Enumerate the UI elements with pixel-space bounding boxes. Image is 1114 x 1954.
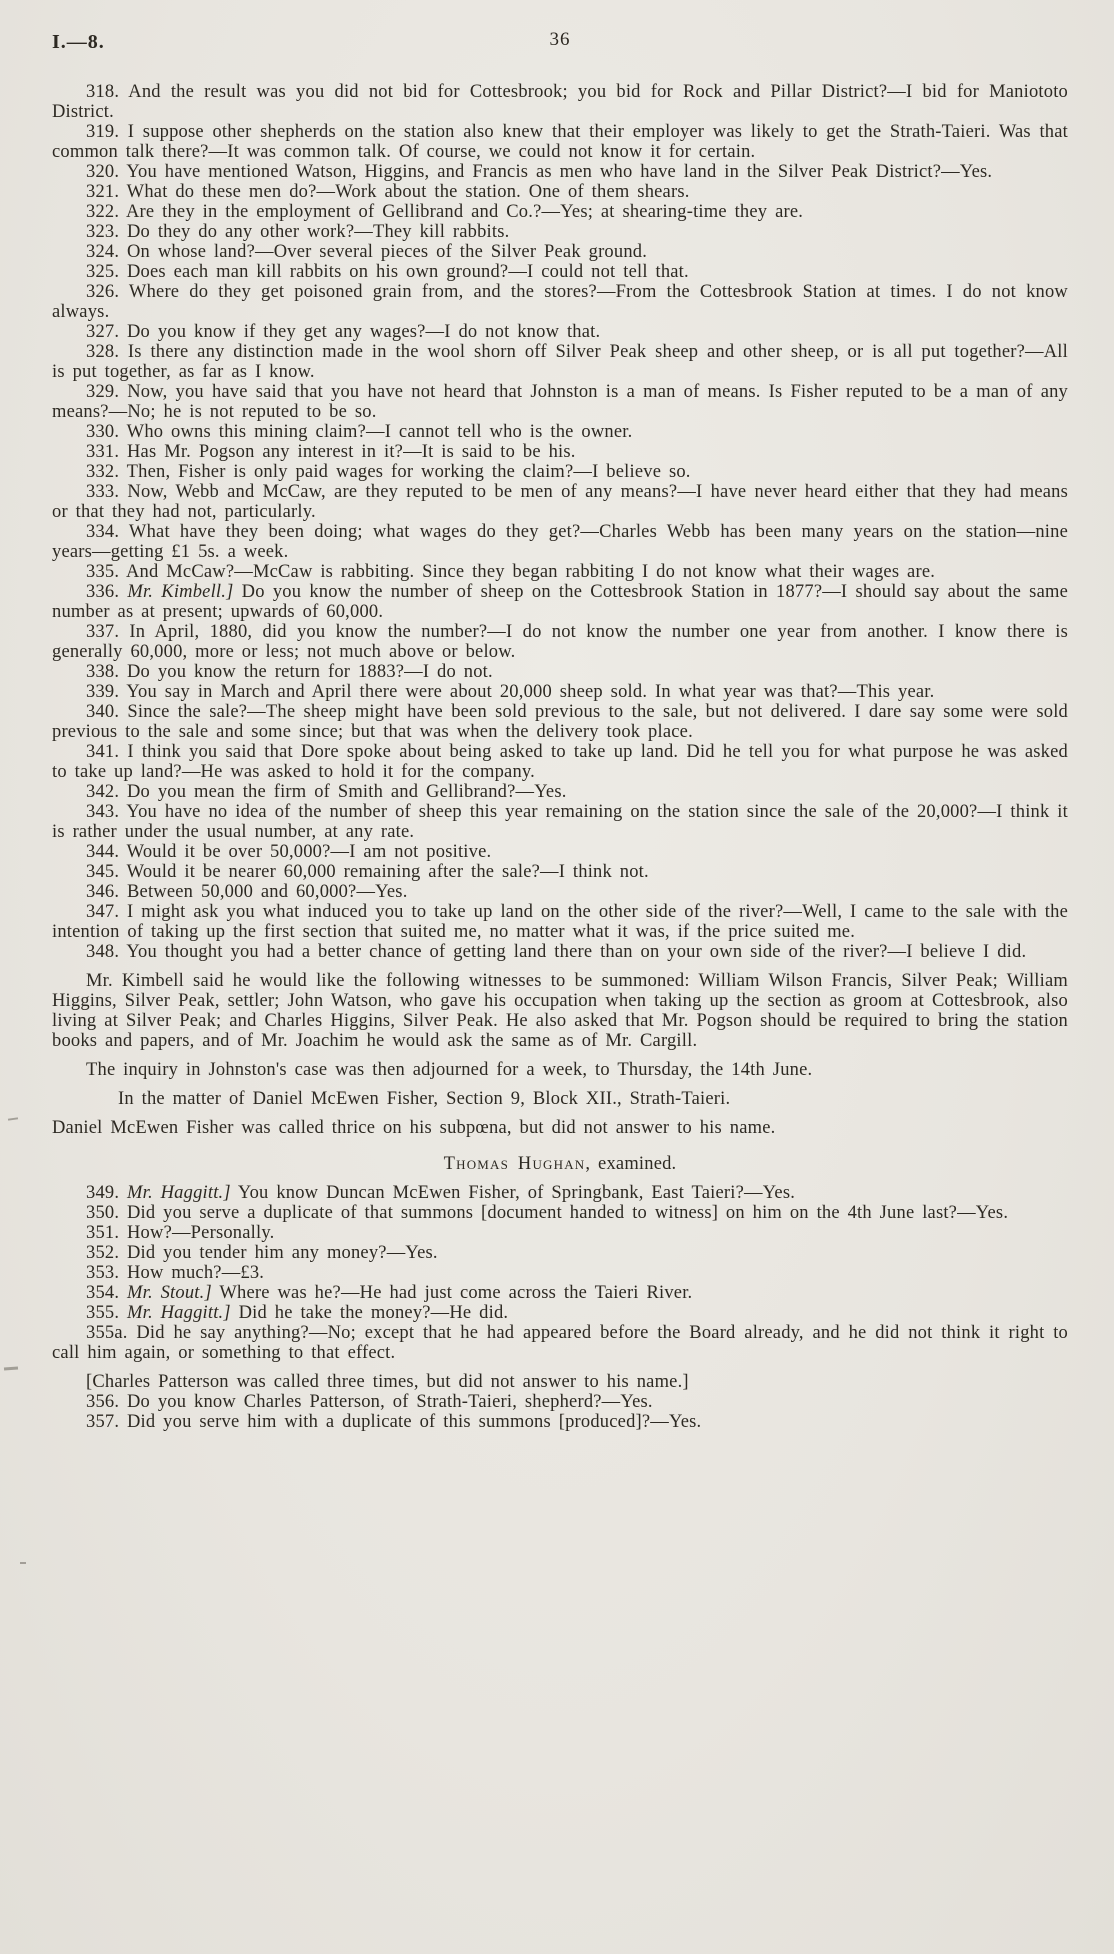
paragraph [52,1203,1068,1223]
text-segment: Mr. Kimbell said he would like the following witnesses to be summoned: William Wilson Francis, Silver Peak; William Higgins, Silver Peak, settler; John Watson, who gave his occupation when taking up the section as groom at Cottesbrook, also living at Silver Peak; and Charles Higgins, Silver Peak. He also asked that Mr. Pogson should be required to bring the station books and papers, and of Mr. Joachim he would ask the same as of Mr. Cargill. [52,971,1068,1051]
paragraph [52,382,1068,422]
paragraph [52,1372,1068,1392]
text-segment: 332. Then, Fisher is only paid wages for working the claim?—I believe so. [86,462,691,482]
witness-name: Thomas Hughan [443,1154,586,1174]
text-segment: 331. Has Mr. Pogson any interest in it?—It is said to be his. [86,442,576,462]
page-number: 36 [549,29,571,50]
text-segment: 329. Now, you have said that you have not heard that Johnston is a man of means. Is Fisher reputed to be a man of any means?—No; he is not reputed to be so. [52,382,1068,422]
text-segment: 351. How?—Personally. [86,1223,275,1243]
text-segment: 333. Now, Webb and McCaw, are they reputed to be men of any means?—I have never heard either that they had means or that they had not, particularly. [52,482,1068,522]
paragraph [52,1243,1068,1263]
text-segment: , examined. [585,1154,677,1174]
paragraph [52,622,1068,662]
paragraph [52,422,1068,442]
paragraph [52,122,1068,162]
text-segment: 357. Did you serve him with a duplicate of this summons [produced]?—Yes. [86,1412,702,1432]
text-segment: Do you know the number of sheep on the Cottesbrook Station in 1877?—I should say about the same number as at present; upwards of 60,000. [52,582,1068,622]
text-segment: 320. You have mentioned Watson, Higgins, and Francis as men who have land in the Silver Peak District?—Yes. [86,162,993,182]
paragraph [52,522,1068,562]
text-segment: 356. Do you know Charles Patterson, of Strath-Taieri, shepherd?—Yes. [86,1392,653,1412]
scan-artifact [20,1562,26,1564]
paragraph [52,582,1068,622]
text-segment: 330. Who owns this mining claim?—I cannot tell who is the owner. [86,422,633,442]
scan-artifact [4,1367,18,1371]
paragraph [52,1283,1068,1303]
text-segment: 334. What have they been doing; what wages do they get?—Charles Webb has been many years on the station—nine years—getting £1 5s. a week. [52,522,1068,562]
paragraph [52,1183,1068,1203]
text-segment: 327. Do you know if they get any wages?—I do not know that. [86,322,601,342]
paragraph [52,1303,1068,1323]
paragraph [52,242,1068,262]
text-segment: 339. You say in March and April there were about 20,000 sheep sold. In what year was that?—This year. [86,682,935,702]
paragraph [52,442,1068,462]
text-segment: 337. In April, 1880, did you know the number?—I do not know the number one year from another. I know there is generally 60,000, more or less; not much above or below. [52,622,1068,662]
text-segment: 325. Does each man kill rabbits on his own ground?—I could not tell that. [86,262,689,282]
text-segment: 353. How much?—£3. [86,1263,265,1283]
paragraph [52,902,1068,942]
text-segment: 324. On whose land?—Over several pieces of the Silver Peak ground. [86,242,648,262]
text-segment: 350. Did you serve a duplicate of that summons [document handed to witness] on him on the 4th June last?—Yes. [86,1203,1009,1223]
paragraph [52,742,1068,782]
document-body [52,82,1068,1432]
speaker-name: Mr. Haggitt.] [127,1303,231,1323]
page-header [52,30,1068,60]
text-segment: 355. [86,1303,127,1323]
paragraph [52,82,1068,122]
text-segment: Daniel McEwen Fisher was called thrice on his subpœna, but did not answer to his name. [52,1118,776,1138]
paragraph [52,682,1068,702]
text-segment: 335. And McCaw?—McCaw is rabbiting. Since they began rabbiting I do not know what their wages are. [86,562,936,582]
text-segment: 349. [86,1183,127,1203]
text-segment: Did he take the money?—He did. [230,1303,509,1323]
text-segment: 355a. Did he say anything?—No; except that he had appeared before the Board already, and he did not think it right to call him again, or something to that effect. [52,1323,1068,1363]
text-segment: 347. I might ask you what induced you to take up land on the other side of the river?—Well, I came to the sale with the intention of taking up the first section that suited me, no matter what it was, if the price suited me. [52,902,1068,942]
paragraph [52,971,1068,1051]
paragraph [52,162,1068,182]
paragraph [52,662,1068,682]
text-segment: 343. You have no idea of the number of sheep this year remaining on the station since the sale of the 20,000?—I think it is rather under the usual number, at any rate. [52,802,1068,842]
text-segment: 348. You thought you had a better chance of getting land there than on your own side of the river?—I believe I did. [86,942,1027,962]
text-segment: 352. Did you tender him any money?—Yes. [86,1243,438,1263]
paragraph [52,482,1068,522]
text-segment: 328. Is there any distinction made in the wool shorn off Silver Peak sheep and other sheep, or is all put together?—All is put together, as far as I know. [52,342,1068,382]
paragraph [52,222,1068,242]
text-segment: Where was he?—He had just come across the Taieri River. [211,1283,693,1303]
paragraph [52,842,1068,862]
paragraph [52,782,1068,802]
text-segment: 340. Since the sale?—The sheep might have been sold previous to the sale, but not delivered. I dare say some were sold previous to the sale and some since; but that was when the delivery took place. [52,702,1068,742]
paragraph [52,562,1068,582]
text-segment: 326. Where do they get poisoned grain from, and the stores?—From the Cottesbrook Station at times. I do not know always. [52,282,1068,322]
text-segment: 319. I suppose other shepherds on the station also knew that their employer was likely to get the Strath-Taieri. Was that common talk there?—It was common talk. Of course, we could not know it for certain. [52,122,1068,162]
speaker-name: Mr. Haggitt.] [127,1183,231,1203]
paragraph [52,702,1068,742]
scan-artifact [8,1117,18,1120]
paragraph [52,322,1068,342]
text-segment: 354. [86,1283,127,1303]
text-segment: 322. Are they in the employment of Gellibrand and Co.?—Yes; at shearing-time they are. [86,202,804,222]
paragraph [52,882,1068,902]
witness-heading [52,1154,1068,1174]
paragraph [52,1392,1068,1412]
report-number: I.—8. [52,31,105,53]
paragraph [52,1323,1068,1363]
paragraph [52,202,1068,222]
paragraph [52,802,1068,842]
text-segment: 344. Would it be over 50,000?—I am not positive. [86,842,492,862]
paragraph [52,862,1068,882]
text-segment: The inquiry in Johnston's case was then adjourned for a week, to Thursday, the 14th June. [86,1060,813,1080]
text-segment: [Charles Patterson was called three times, but did not answer to his name.] [86,1372,689,1392]
text-segment: 346. Between 50,000 and 60,000?—Yes. [86,882,408,902]
text-segment: In the matter of Daniel McEwen Fisher, Section 9, Block XII., Strath-Taieri. [118,1089,731,1109]
text-segment: 341. I think you said that Dore spoke about being asked to take up land. Did he tell you for what purpose he was asked to take up land?—He was asked to hold it for the company. [52,742,1068,782]
text-segment: 336. [86,582,128,602]
text-segment: 342. Do you mean the firm of Smith and Gellibrand?—Yes. [86,782,567,802]
paragraph [52,1412,1068,1432]
paragraph [52,282,1068,322]
text-segment: 338. Do you know the return for 1883?—I do not. [86,662,493,682]
paragraph [52,942,1068,962]
paragraph [52,1089,1068,1109]
paragraph [52,1118,1068,1138]
paragraph [52,1223,1068,1243]
paragraph [52,1263,1068,1283]
text-segment: 345. Would it be nearer 60,000 remaining after the sale?—I think not. [86,862,649,882]
text-segment: 318. And the result was you did not bid for Cottesbrook; you bid for Rock and Pillar District?—I bid for Maniototo District. [52,82,1068,122]
speaker-name: Mr. Stout.] [127,1283,212,1303]
text-segment: 321. What do these men do?—Work about the station. One of them shears. [86,182,690,202]
paragraph [52,262,1068,282]
paragraph [52,182,1068,202]
paragraph [52,462,1068,482]
paragraph [52,342,1068,382]
speaker-name: Mr. Kimbell.] [127,582,234,602]
text-segment: 323. Do they do any other work?—They kill rabbits. [86,222,510,242]
paragraph [52,1060,1068,1080]
text-segment: You know Duncan McEwen Fisher, of Springbank, East Taieri?—Yes. [230,1183,796,1203]
